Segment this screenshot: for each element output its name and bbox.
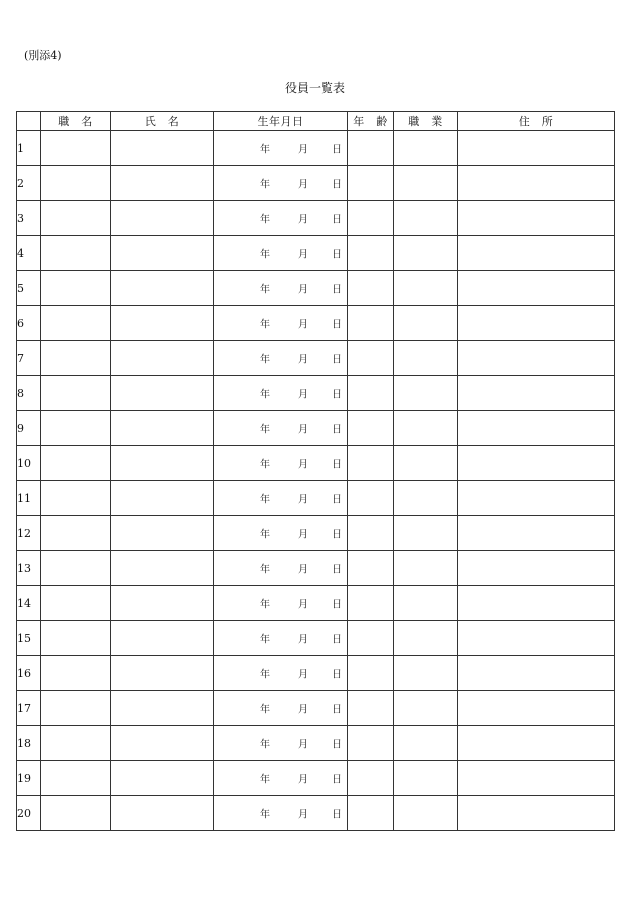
- birthdate-cell[interactable]: [214, 761, 348, 796]
- officer-roster-table: [16, 111, 615, 831]
- table-row: [17, 621, 615, 656]
- birthdate-cell[interactable]: [214, 131, 348, 166]
- birthdate-cell[interactable]: [214, 341, 348, 376]
- occupation-cell[interactable]: [394, 271, 458, 306]
- position-cell[interactable]: [41, 691, 111, 726]
- table-row: [17, 481, 615, 516]
- address-cell[interactable]: [458, 621, 615, 656]
- birthdate-cell[interactable]: [214, 376, 348, 411]
- birthdate-day-label: 日: [332, 809, 342, 821]
- birthdate-day-label: 日: [332, 564, 342, 576]
- age-cell[interactable]: [348, 726, 394, 761]
- birthdate-cell[interactable]: [214, 726, 348, 761]
- birthdate-year-label: 年: [260, 529, 270, 541]
- occupation-cell[interactable]: [394, 306, 458, 341]
- birthdate-month-label: 月: [298, 599, 308, 611]
- occupation-cell[interactable]: [394, 481, 458, 516]
- age-cell[interactable]: [348, 516, 394, 551]
- table-row: [17, 446, 615, 481]
- birthdate-year-label: 年: [260, 179, 270, 191]
- age-cell[interactable]: [348, 166, 394, 201]
- age-cell[interactable]: [348, 271, 394, 306]
- column-header-name: 氏 名: [111, 112, 214, 131]
- birthdate-cell[interactable]: [214, 796, 348, 831]
- name-cell[interactable]: [111, 411, 214, 446]
- name-cell[interactable]: [111, 481, 214, 516]
- table-row: [17, 166, 615, 201]
- table-row: [17, 201, 615, 236]
- position-cell[interactable]: [41, 621, 111, 656]
- age-cell[interactable]: [348, 796, 394, 831]
- occupation-cell[interactable]: [394, 621, 458, 656]
- occupation-cell[interactable]: [394, 166, 458, 201]
- occupation-cell[interactable]: [394, 586, 458, 621]
- birthdate-cell[interactable]: [214, 411, 348, 446]
- birthdate-day-label: 日: [332, 669, 342, 681]
- address-cell[interactable]: [458, 236, 615, 271]
- birthdate-day-label: 日: [332, 634, 342, 646]
- birthdate-year-label: 年: [260, 249, 270, 261]
- birthdate-year-label: 年: [260, 634, 270, 646]
- birthdate-day-label: 日: [332, 319, 342, 331]
- row-number: 19: [17, 761, 41, 796]
- address-cell[interactable]: [458, 411, 615, 446]
- position-cell[interactable]: [41, 236, 111, 271]
- name-cell[interactable]: [111, 446, 214, 481]
- row-number: 18: [17, 726, 41, 761]
- age-cell[interactable]: [348, 656, 394, 691]
- position-cell[interactable]: [41, 131, 111, 166]
- age-cell[interactable]: [348, 201, 394, 236]
- table-body: [17, 131, 615, 831]
- position-cell[interactable]: [41, 166, 111, 201]
- position-cell[interactable]: [41, 551, 111, 586]
- birthdate-month-label: 月: [298, 354, 308, 366]
- name-cell[interactable]: [111, 621, 214, 656]
- name-cell[interactable]: [111, 726, 214, 761]
- column-header-age: 年 齢: [348, 112, 394, 131]
- age-cell[interactable]: [348, 411, 394, 446]
- position-cell[interactable]: [41, 761, 111, 796]
- name-cell[interactable]: [111, 271, 214, 306]
- address-cell[interactable]: [458, 656, 615, 691]
- occupation-cell[interactable]: [394, 551, 458, 586]
- position-cell[interactable]: [41, 271, 111, 306]
- birthdate-cell[interactable]: [214, 621, 348, 656]
- address-cell[interactable]: [458, 691, 615, 726]
- birthdate-month-label: 月: [298, 774, 308, 786]
- birthdate-year-label: 年: [260, 774, 270, 786]
- position-cell[interactable]: [41, 411, 111, 446]
- birthdate-day-label: 日: [332, 494, 342, 506]
- position-cell[interactable]: [41, 446, 111, 481]
- birthdate-year-label: 年: [260, 599, 270, 611]
- age-cell[interactable]: [348, 621, 394, 656]
- occupation-cell[interactable]: [394, 796, 458, 831]
- birthdate-month-label: 月: [298, 179, 308, 191]
- row-number: 13: [17, 551, 41, 586]
- birthdate-month-label: 月: [298, 424, 308, 436]
- birthdate-month-label: 月: [298, 809, 308, 821]
- address-cell[interactable]: [458, 131, 615, 166]
- row-number: 10: [17, 446, 41, 481]
- birthdate-month-label: 月: [298, 284, 308, 296]
- birthdate-month-label: 月: [298, 704, 308, 716]
- position-cell[interactable]: [41, 516, 111, 551]
- column-header-address: 住 所: [458, 112, 615, 131]
- column-header-occupation: 職 業: [394, 112, 458, 131]
- birthdate-month-label: 月: [298, 249, 308, 261]
- address-cell[interactable]: [458, 481, 615, 516]
- position-cell[interactable]: [41, 586, 111, 621]
- address-cell[interactable]: [458, 516, 615, 551]
- row-number: 16: [17, 656, 41, 691]
- row-number: 14: [17, 586, 41, 621]
- table-row: [17, 691, 615, 726]
- birthdate-year-label: 年: [260, 809, 270, 821]
- column-header-number: [17, 112, 41, 131]
- birthdate-year-label: 年: [260, 284, 270, 296]
- row-number: 6: [17, 306, 41, 341]
- table-row: [17, 796, 615, 831]
- name-cell[interactable]: [111, 131, 214, 166]
- birthdate-year-label: 年: [260, 494, 270, 506]
- birthdate-day-label: 日: [332, 529, 342, 541]
- birthdate-cell[interactable]: [214, 201, 348, 236]
- document-title: 役員一覧表: [284, 81, 345, 95]
- address-cell[interactable]: [458, 446, 615, 481]
- birthdate-day-label: 日: [332, 424, 342, 436]
- row-number: 3: [17, 201, 41, 236]
- position-cell[interactable]: [41, 201, 111, 236]
- table-row: [17, 551, 615, 586]
- occupation-cell[interactable]: [394, 761, 458, 796]
- age-cell[interactable]: [348, 131, 394, 166]
- table-row: [17, 341, 615, 376]
- birthdate-day-label: 日: [332, 144, 342, 156]
- birthdate-year-label: 年: [260, 669, 270, 681]
- birthdate-month-label: 月: [298, 634, 308, 646]
- birthdate-cell[interactable]: [214, 166, 348, 201]
- occupation-cell[interactable]: [394, 691, 458, 726]
- occupation-cell[interactable]: [394, 376, 458, 411]
- birthdate-month-label: 月: [298, 144, 308, 156]
- address-cell[interactable]: [458, 586, 615, 621]
- row-number: 12: [17, 516, 41, 551]
- row-number: 9: [17, 411, 41, 446]
- birthdate-cell[interactable]: [214, 446, 348, 481]
- name-cell[interactable]: [111, 201, 214, 236]
- name-cell[interactable]: [111, 516, 214, 551]
- address-cell[interactable]: [458, 306, 615, 341]
- name-cell[interactable]: [111, 691, 214, 726]
- occupation-cell[interactable]: [394, 411, 458, 446]
- birthdate-year-label: 年: [260, 459, 270, 471]
- position-cell[interactable]: [41, 376, 111, 411]
- name-cell[interactable]: [111, 656, 214, 691]
- table-header-row: [17, 112, 615, 131]
- age-cell[interactable]: [348, 306, 394, 341]
- birthdate-day-label: 日: [332, 459, 342, 471]
- position-cell[interactable]: [41, 726, 111, 761]
- birthdate-day-label: 日: [332, 774, 342, 786]
- birthdate-month-label: 月: [298, 494, 308, 506]
- occupation-cell[interactable]: [394, 656, 458, 691]
- birthdate-month-label: 月: [298, 564, 308, 576]
- birthdate-cell[interactable]: [214, 656, 348, 691]
- column-header-position: 職 名: [41, 112, 111, 131]
- occupation-cell[interactable]: [394, 446, 458, 481]
- age-cell[interactable]: [348, 481, 394, 516]
- occupation-cell[interactable]: [394, 201, 458, 236]
- birthdate-day-label: 日: [332, 179, 342, 191]
- table-row: [17, 656, 615, 691]
- birthdate-day-label: 日: [332, 249, 342, 261]
- row-number: 11: [17, 481, 41, 516]
- occupation-cell[interactable]: [394, 131, 458, 166]
- address-cell[interactable]: [458, 796, 615, 831]
- name-cell[interactable]: [111, 551, 214, 586]
- position-cell[interactable]: [41, 481, 111, 516]
- address-cell[interactable]: [458, 376, 615, 411]
- attachment-label: (別添4): [24, 49, 62, 62]
- name-cell[interactable]: [111, 236, 214, 271]
- birthdate-day-label: 日: [332, 284, 342, 296]
- birthdate-day-label: 日: [332, 214, 342, 226]
- birthdate-year-label: 年: [260, 144, 270, 156]
- table-row: [17, 306, 615, 341]
- birthdate-month-label: 月: [298, 459, 308, 471]
- row-number: 5: [17, 271, 41, 306]
- age-cell[interactable]: [348, 446, 394, 481]
- table-row: [17, 131, 615, 166]
- name-cell[interactable]: [111, 306, 214, 341]
- age-cell[interactable]: [348, 236, 394, 271]
- birthdate-cell[interactable]: [214, 306, 348, 341]
- table-row: [17, 376, 615, 411]
- birthdate-month-label: 月: [298, 214, 308, 226]
- address-cell[interactable]: [458, 201, 615, 236]
- birthdate-year-label: 年: [260, 319, 270, 331]
- column-header-birthdate: 生年月日: [214, 112, 348, 131]
- address-cell[interactable]: [458, 726, 615, 761]
- birthdate-month-label: 月: [298, 529, 308, 541]
- birthdate-year-label: 年: [260, 214, 270, 226]
- table-row: [17, 761, 615, 796]
- birthdate-month-label: 月: [298, 319, 308, 331]
- birthdate-day-label: 日: [332, 704, 342, 716]
- occupation-cell[interactable]: [394, 341, 458, 376]
- row-number: 1: [17, 131, 41, 166]
- age-cell[interactable]: [348, 761, 394, 796]
- birthdate-year-label: 年: [260, 564, 270, 576]
- age-cell[interactable]: [348, 586, 394, 621]
- birthdate-cell[interactable]: [214, 481, 348, 516]
- birthdate-cell[interactable]: [214, 271, 348, 306]
- birthdate-day-label: 日: [332, 354, 342, 366]
- occupation-cell[interactable]: [394, 516, 458, 551]
- name-cell[interactable]: [111, 166, 214, 201]
- age-cell[interactable]: [348, 376, 394, 411]
- position-cell[interactable]: [41, 306, 111, 341]
- birthdate-year-label: 年: [260, 424, 270, 436]
- row-number: 4: [17, 236, 41, 271]
- name-cell[interactable]: [111, 341, 214, 376]
- birthdate-day-label: 日: [332, 739, 342, 751]
- birthdate-day-label: 日: [332, 599, 342, 611]
- birthdate-year-label: 年: [260, 739, 270, 751]
- birthdate-year-label: 年: [260, 354, 270, 366]
- table-row: [17, 236, 615, 271]
- birthdate-month-label: 月: [298, 389, 308, 401]
- birthdate-cell[interactable]: [214, 691, 348, 726]
- occupation-cell[interactable]: [394, 726, 458, 761]
- table-row: [17, 516, 615, 551]
- birthdate-cell[interactable]: [214, 236, 348, 271]
- table-row: [17, 726, 615, 761]
- name-cell[interactable]: [111, 761, 214, 796]
- birthdate-cell[interactable]: [214, 551, 348, 586]
- name-cell[interactable]: [111, 586, 214, 621]
- occupation-cell[interactable]: [394, 236, 458, 271]
- row-number: 7: [17, 341, 41, 376]
- address-cell[interactable]: [458, 341, 615, 376]
- row-number: 8: [17, 376, 41, 411]
- name-cell[interactable]: [111, 376, 214, 411]
- name-cell[interactable]: [111, 796, 214, 831]
- position-cell[interactable]: [41, 796, 111, 831]
- age-cell[interactable]: [348, 341, 394, 376]
- age-cell[interactable]: [348, 551, 394, 586]
- address-cell[interactable]: [458, 271, 615, 306]
- position-cell[interactable]: [41, 341, 111, 376]
- birthdate-day-label: 日: [332, 389, 342, 401]
- position-cell[interactable]: [41, 656, 111, 691]
- table-row: [17, 586, 615, 621]
- birthdate-year-label: 年: [260, 704, 270, 716]
- birthdate-cell[interactable]: [214, 516, 348, 551]
- birthdate-month-label: 月: [298, 739, 308, 751]
- row-number: 20: [17, 796, 41, 831]
- age-cell[interactable]: [348, 691, 394, 726]
- birthdate-month-label: 月: [298, 669, 308, 681]
- address-cell[interactable]: [458, 551, 615, 586]
- row-number: 15: [17, 621, 41, 656]
- table-row: [17, 271, 615, 306]
- birthdate-year-label: 年: [260, 389, 270, 401]
- row-number: 2: [17, 166, 41, 201]
- address-cell[interactable]: [458, 166, 615, 201]
- address-cell[interactable]: [458, 761, 615, 796]
- row-number: 17: [17, 691, 41, 726]
- table-row: [17, 411, 615, 446]
- birthdate-cell[interactable]: [214, 586, 348, 621]
